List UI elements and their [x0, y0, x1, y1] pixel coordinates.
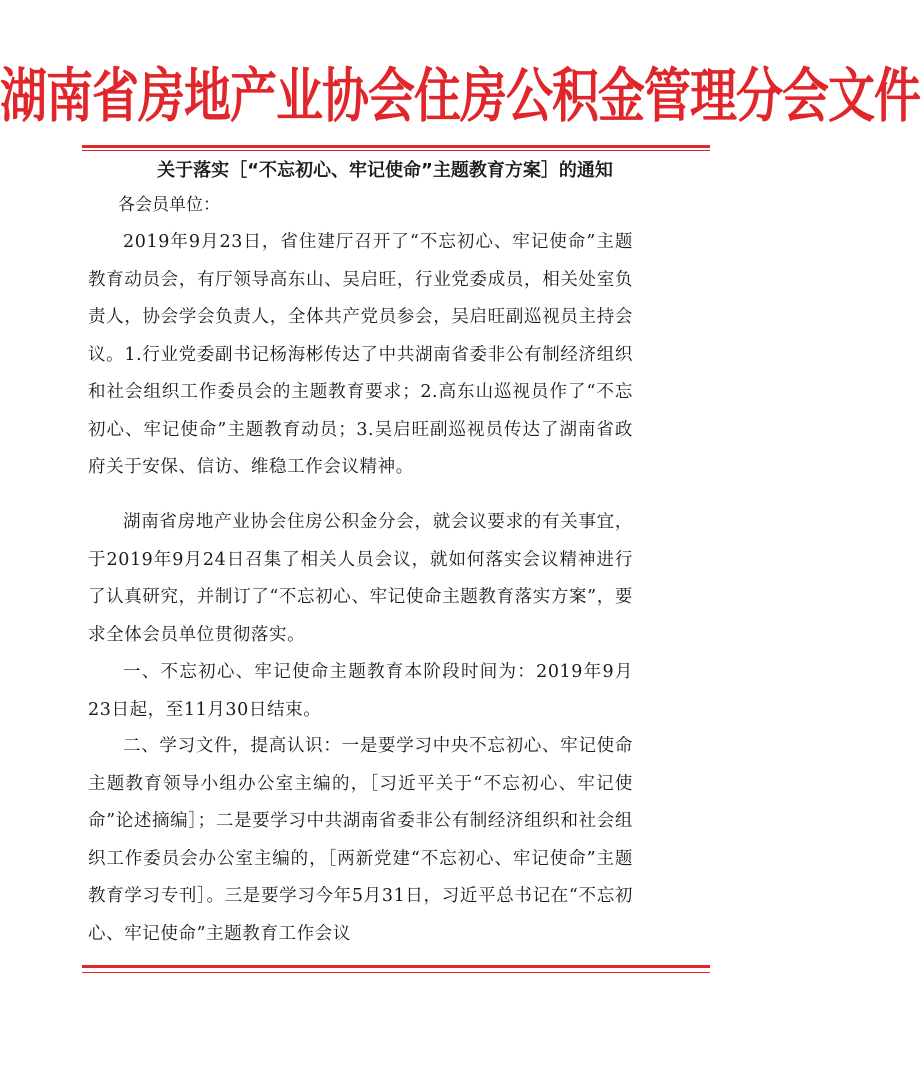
paragraph-study: 二、学习文件，提高认识：一是要学习中央不忘初心、牢记使命主题教育领导小组办公室主编的，［习近平关于“不忘初心、牢记使命”论述摘编］；二是要学习中共湖南省委非公有制经济组织和社会组织工作委员会办公室主编的，［两新党建“不忘初心、牢记使命”主题教育学习专刊］。三是要学习今年5月31日，习近平总书记在“不忘初心、牢记使命”主题教育工作会议: [88, 736, 633, 944]
footer-red-rule: [82, 965, 710, 968]
salutation: 各会员单位：: [118, 195, 220, 215]
document-header-title: 湖南省房地产业协会住房公积金管理分会文件: [0, 62, 920, 131]
paragraph-period: 一、不忘初心、牢记使命主题教育本阶段时间为：2019年9月23日起，至11月30日结束。: [88, 662, 633, 720]
header-red-rule: [82, 145, 710, 148]
paragraph-meeting: 2019年9月23日，省住建厅召开了“不忘初心、牢记使命”主题教育动员会，有厅领导高东山、吴启旺，行业党委成员，相关处室负责人，协会学会负责人，全体共产党员参会，吴启旺副巡视员主持会议。1.行业党委副书记杨海彬传达了中共湖南省委非公有制经济组织和社会组织工作委员会的主题教育要求；2.高东山巡视员作了“不忘初心、牢记使命”主题教育动员；3.吴启旺副巡视员传达了湖南省政府关于安保、信访、维稳工作会议精神。: [88, 232, 633, 477]
header-red-rule-thin: [82, 150, 710, 151]
notice-subject: 关于落实［“不忘初心、牢记使命”主题教育方案］的通知: [157, 160, 613, 181]
paragraph-branch-meeting: 湖南省房地产业协会住房公积金分会，就会议要求的有关事宜，于2019年9月24日召集了相关人员会议，就如何落实会议精神进行了认真研究，并制订了“不忘初心、牢记使命主题教育落实方案”，要求全体会员单位贯彻落实。: [88, 512, 633, 645]
footer-red-rule-thin: [82, 972, 710, 973]
